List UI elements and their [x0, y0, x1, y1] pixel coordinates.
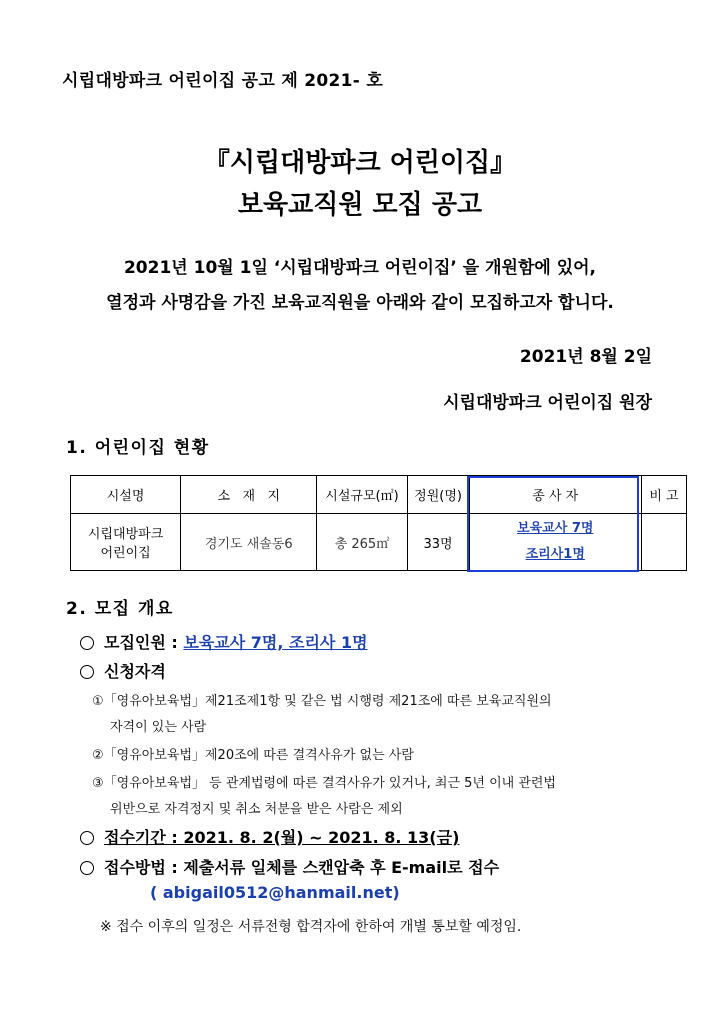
header-cell: 시설명 [71, 476, 181, 514]
facility-name-line2: 어린이집 [100, 546, 151, 561]
period-item [80, 825, 459, 848]
recruit-item [80, 630, 368, 653]
qualification-text: 「영유아보육법」제20조에 따른 결격사유가 없는 사람 [103, 748, 414, 763]
recruit-value: 보육교사 7명, 조리사 1명 [183, 633, 368, 652]
marker: ① [92, 694, 104, 709]
staff-line1: 보육교사 7명 [517, 521, 594, 536]
facility-name-cell [71, 514, 181, 571]
marker: ② [92, 748, 104, 763]
note-cell [641, 514, 686, 571]
qualification-1 [92, 690, 552, 709]
bullet-circle-icon [80, 861, 94, 875]
intro-line2: 열정과 사명감을 가진 보육교직원을 아래와 같이 모집하고자 합니다. [106, 293, 614, 313]
capacity-cell: 33명 [407, 514, 469, 571]
facility-table [70, 475, 687, 571]
staff-cell [469, 514, 641, 571]
section2-heading: 2. 모집 개요 [66, 599, 174, 619]
period-text: 접수기간 : 2021. 8. 2(월) ~ 2021. 8. 13(금) [104, 828, 460, 847]
recruit-label: 모집인원 : [104, 633, 178, 652]
staff-line2: 조리사1명 [525, 547, 585, 562]
header-cell: 비 고 [641, 476, 686, 514]
qualification-1-cont: 자격이 있는 사람 [110, 720, 207, 735]
header-cell: 종 사 자 [469, 476, 641, 514]
notice-date: 2021년 8월 2일 [519, 347, 652, 367]
marker: ③ [92, 776, 104, 791]
table-header-row [71, 476, 687, 514]
header-cell: 시설규모(㎡) [317, 476, 407, 514]
header-cell: 소 재 지 [181, 476, 317, 514]
intro-line1: 2021년 10월 1일 ‘시립대방파크 어린이집’ 을 개원함에 있어, [123, 258, 597, 278]
qualification-3-cont: 위반으로 자격정지 및 취소 처분을 받은 사람은 제외 [110, 802, 403, 817]
bullet-circle-icon [80, 665, 94, 679]
table-row [71, 514, 687, 571]
size-cell: 총 265㎡ [317, 514, 407, 571]
title-line1: 『시립대방파크 어린이집』 [203, 148, 517, 178]
qualification-item [80, 659, 166, 682]
location-cell: 경기도 새솔동6 [181, 514, 317, 571]
bullet-circle-icon [80, 636, 94, 650]
header-cell: 정원(명) [407, 476, 469, 514]
qualification-2 [92, 744, 414, 763]
method-item [80, 855, 499, 878]
signature: 시립대방파크 어린이집 원장 [443, 393, 652, 413]
title-line2: 보육교직원 모집 공고 [237, 190, 483, 220]
section1-heading: 1. 어린이집 현황 [66, 438, 210, 458]
facility-name-line1: 시립대방파크 [87, 527, 164, 542]
qualification-3 [92, 772, 556, 791]
footnote: ※ 접수 이후의 일정은 서류전형 합격자에 한하여 개별 통보할 예정임. [100, 919, 522, 935]
bullet-circle-icon [80, 831, 94, 845]
qualification-text: 「영유아보육법」제21조제1항 및 같은 법 시행령 제21조에 따른 보육교직원의 [103, 694, 552, 709]
email-text: ( abigail0512@hanmail.net) [150, 883, 400, 902]
qualification-text: 「영유아보육법」 등 관계법령에 따른 결격사유가 있거나, 최근 5년 이내 관련법 [103, 776, 556, 791]
qualification-label: 신청자격 [104, 662, 166, 681]
method-text: 접수방법 : 제출서류 일체를 스캔압축 후 E-mail로 접수 [104, 858, 500, 877]
notice-number: 시립대방파크 어린이집 공고 제 2021- 호 [62, 71, 384, 91]
